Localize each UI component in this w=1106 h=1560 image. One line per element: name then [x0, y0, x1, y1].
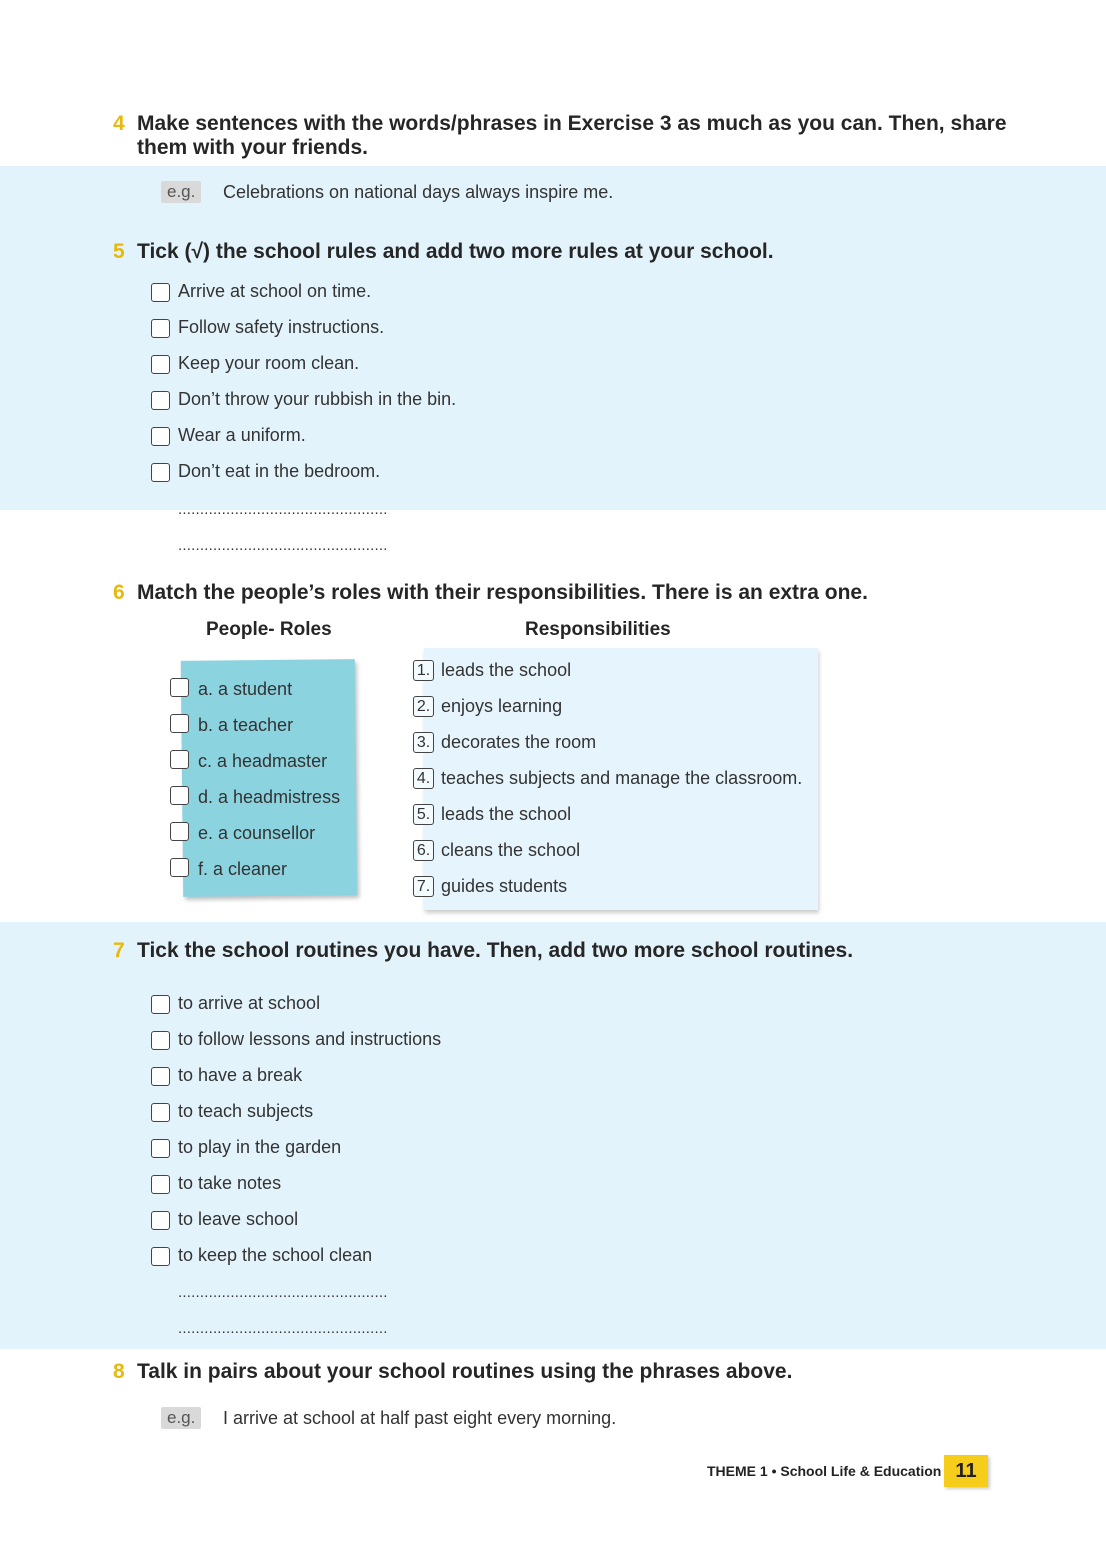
- routine-label: to follow lessons and instructions: [178, 1029, 442, 1049]
- role-checkbox[interactable]: [170, 786, 189, 805]
- role-label: e. a counsellor: [198, 823, 316, 843]
- exercise-4-title-line2: them with your friends.: [137, 136, 369, 159]
- routine-checkbox[interactable]: [151, 1247, 170, 1266]
- routine-label: to arrive at school: [178, 993, 321, 1013]
- responsibility-number-box[interactable]: 7.: [413, 876, 434, 897]
- routine-checkbox[interactable]: [151, 995, 170, 1014]
- exercise-8-title-text: Talk in pairs about your school routines using the phrases above.: [137, 1360, 793, 1383]
- rule-label: Follow safety instructions.: [178, 317, 385, 337]
- rule-label: Keep your room clean.: [178, 353, 360, 373]
- routine-label: to have a break: [178, 1065, 303, 1085]
- routine-label: to play in the garden: [178, 1137, 342, 1157]
- exercise-7-title: [113, 939, 853, 963]
- routine-label: to teach subjects: [178, 1101, 314, 1121]
- responsibility-number-box[interactable]: 6.: [413, 840, 434, 861]
- role-checkbox[interactable]: [170, 822, 189, 841]
- exercise-5-title: [113, 240, 774, 264]
- example-sentence: Celebrations on national days always inspire me.: [223, 182, 614, 202]
- responsibility-label: leads the school: [441, 660, 572, 680]
- responsibilities-heading: Responsibilities: [525, 619, 671, 640]
- routine-blank-line[interactable]: ................................................: [178, 1285, 388, 1301]
- routine-label: to leave school: [178, 1209, 299, 1229]
- exercise-6-number: 6: [113, 581, 125, 604]
- page-footer-theme: THEME 1 • School Life & Education: [707, 1463, 942, 1479]
- routine-label: to take notes: [178, 1173, 282, 1193]
- role-checkbox[interactable]: [170, 678, 189, 697]
- role-label: a. a student: [198, 679, 293, 699]
- routine-blank-line[interactable]: ................................................: [178, 1321, 388, 1337]
- rule-checkbox[interactable]: [151, 391, 170, 410]
- responsibility-label: leads the school: [441, 804, 572, 824]
- rule-checkbox[interactable]: [151, 355, 170, 374]
- exercise-8-number: 8: [113, 1360, 125, 1383]
- page-number: 11: [944, 1455, 988, 1487]
- role-checkbox[interactable]: [170, 714, 189, 733]
- responsibility-number-box[interactable]: 4.: [413, 768, 434, 789]
- routine-checkbox[interactable]: [151, 1103, 170, 1122]
- example-sentence: I arrive at school at half past eight every morning.: [223, 1408, 617, 1428]
- rule-blank-line[interactable]: ................................................: [178, 538, 388, 554]
- responsibility-label: teaches subjects and manage the classroom.: [441, 768, 803, 788]
- rule-label: Wear a uniform.: [178, 425, 306, 445]
- responsibility-number-box[interactable]: 2.: [413, 696, 434, 717]
- responsibility-label: enjoys learning: [441, 696, 563, 716]
- role-label: d. a headmistress: [198, 787, 341, 807]
- routine-checkbox[interactable]: [151, 1031, 170, 1050]
- example-tag: e.g.: [161, 1407, 201, 1429]
- rule-label: Don’t throw your rubbish in the bin.: [178, 389, 457, 409]
- exercise-7-number: 7: [113, 939, 125, 962]
- exercise-4-number: 4: [113, 112, 125, 135]
- role-checkbox[interactable]: [170, 858, 189, 877]
- exercise-7-title-text: Tick the school routines you have. Then, add two more school routines.: [137, 939, 854, 962]
- exercise-5-number: 5: [113, 240, 125, 263]
- exercise-6-title: [113, 581, 868, 605]
- role-label: b. a teacher: [198, 715, 294, 735]
- responsibility-number-box[interactable]: 5.: [413, 804, 434, 825]
- exercise-5-title-text: Tick (√) the school rules and add two more rules at your school.: [137, 240, 774, 263]
- responsibility-label: decorates the room: [441, 732, 597, 752]
- exercise-7-background: [0, 922, 1106, 1349]
- responsibility-label: cleans the school: [441, 840, 581, 860]
- rule-blank-line[interactable]: ................................................: [178, 502, 388, 518]
- routine-checkbox[interactable]: [151, 1211, 170, 1230]
- exercise-8-title: [113, 1360, 792, 1384]
- rule-label: Don’t eat in the bedroom.: [178, 461, 381, 481]
- routine-checkbox[interactable]: [151, 1067, 170, 1086]
- exercise-6-title-text: Match the people’s roles with their responsibilities. There is an extra one.: [137, 581, 868, 604]
- responsibility-number-box[interactable]: 3.: [413, 732, 434, 753]
- responsibility-number-box[interactable]: 1.: [413, 660, 434, 681]
- responsibility-label: guides students: [441, 876, 568, 896]
- rule-checkbox[interactable]: [151, 427, 170, 446]
- example-tag: e.g.: [161, 181, 201, 203]
- routine-checkbox[interactable]: [151, 1139, 170, 1158]
- role-checkbox[interactable]: [170, 750, 189, 769]
- rule-checkbox[interactable]: [151, 463, 170, 482]
- role-label: c. a headmaster: [198, 751, 328, 771]
- rule-checkbox[interactable]: [151, 283, 170, 302]
- exercise-4-5-background: [0, 166, 1106, 510]
- routine-label: to keep the school clean: [178, 1245, 373, 1265]
- roles-heading: People- Roles: [206, 619, 332, 640]
- routine-checkbox[interactable]: [151, 1175, 170, 1194]
- exercise-4-title-line1: Make sentences with the words/phrases in Exercise 3 as much as you can. Then, share: [137, 112, 1007, 135]
- rule-label: Arrive at school on time.: [178, 281, 372, 301]
- rule-checkbox[interactable]: [151, 319, 170, 338]
- exercise-4-title: [113, 112, 1007, 160]
- role-label: f. a cleaner: [198, 859, 288, 879]
